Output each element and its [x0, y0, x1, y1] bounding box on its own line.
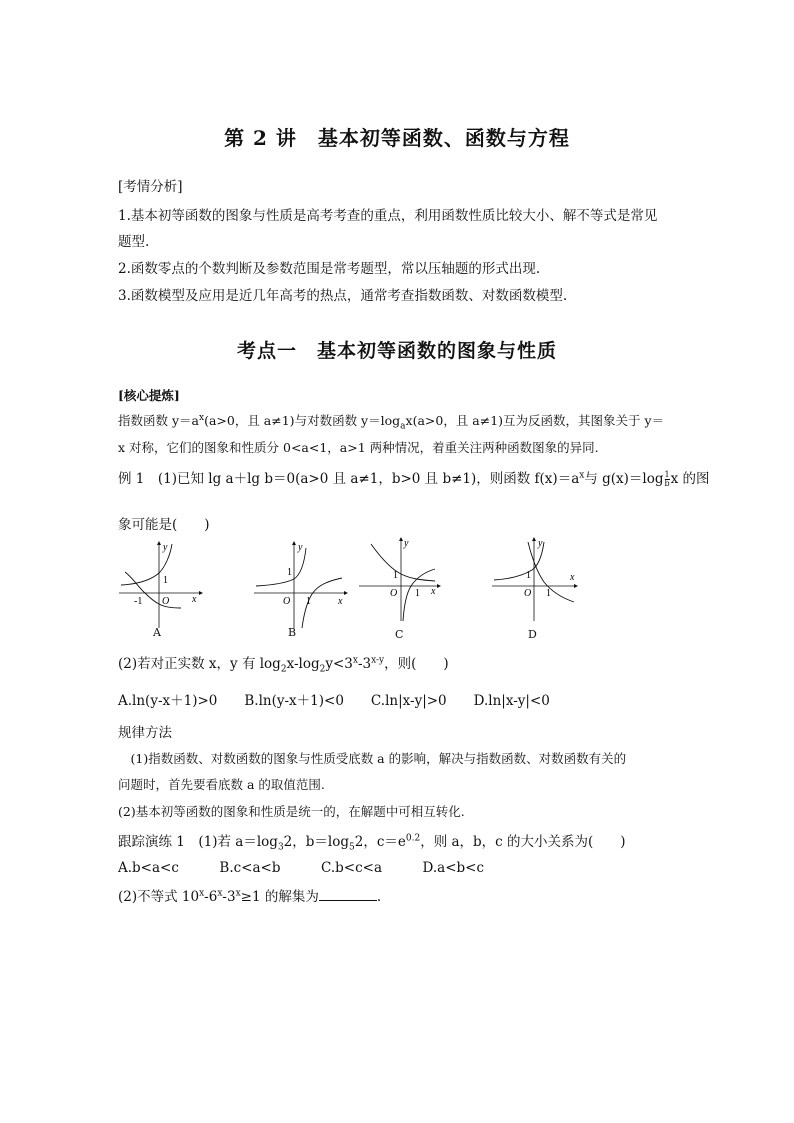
origin-label: O: [162, 596, 170, 607]
exp-curve: [256, 548, 306, 586]
x-axis-label: x: [338, 596, 343, 607]
analysis-point-1: 1.基本初等函数的图象与性质是高考考查的重点，利用函数性质比较大小、解不等式是常见: [118, 208, 658, 224]
exp-curve: [494, 542, 544, 580]
graph-a[interactable]: [117, 538, 207, 638]
method-line-3: (2)基本初等函数的图象和性质是统一的，在解题中可相互转化.: [118, 804, 465, 819]
tick-one-x: 1: [306, 596, 311, 607]
tick-one: 1: [163, 575, 168, 586]
analysis-point-2: 2.函数零点的个数判断及参数范围是常考题型，常以压轴题的形式出现.: [118, 261, 541, 277]
y-axis-label: y: [163, 542, 168, 553]
analysis-heading: [考情分析]: [118, 179, 183, 195]
method-heading: 规律方法: [118, 725, 172, 741]
tick-neg-one: -1: [134, 596, 143, 607]
analysis-point-3: 3.函数模型及应用是近几年高考的热点，通常考查指数函数、对数函数模型.: [118, 288, 568, 304]
practice-options[interactable]: A.b<a<c B.c<a<b C.b<c<a D.a<b<c: [118, 860, 485, 876]
y-axis-label: y: [298, 542, 303, 553]
origin-label: O: [283, 596, 291, 607]
log-curve: [528, 542, 574, 602]
page-title: 第 2 讲 基本初等函数、函数与方程: [224, 126, 570, 150]
core-heading: [核心提炼]: [118, 388, 180, 403]
graph-d[interactable]: [490, 536, 585, 641]
example-1-options[interactable]: A.ln(y-x＋1)>0 B.ln(y-x＋1)<0 C.ln|x-y|>0 D.ln|x-y|<0: [118, 693, 550, 709]
tick-one: 1: [526, 570, 531, 581]
origin-label: O: [390, 588, 398, 599]
graph-label-d: D: [528, 628, 537, 641]
analysis-point-1-cont: 题型.: [118, 234, 150, 250]
y-axis-label: y: [404, 538, 409, 549]
answer-blank[interactable]: [319, 888, 377, 901]
tick-one-x: 1: [415, 588, 420, 599]
origin-label: O: [524, 588, 532, 599]
graph-label-a: A: [153, 626, 161, 639]
x-axis-label: x: [192, 594, 197, 605]
method-line-2: 问题时，首先要看底数 a 的取值范围.: [118, 777, 325, 792]
exp-curve: [371, 544, 435, 581]
graph-c[interactable]: [357, 536, 447, 641]
example-1-question-2: (2)若对正实数 x，y 有 $\log_2x-\log_2y<3^x-3^{x-y}$，则( ): [118, 655, 449, 675]
core-line-1: 指数函数 $y=a^x(a>0$，且 a≠1)与对数函数 $y=\log_ax(a>0$，且 a≠1)互为反函数，其图象关于 y＝: [118, 412, 665, 432]
practice-line-2: (2)不等式 $10^x-6^x-3^x\ge 1$ 的解集为 .: [118, 888, 382, 905]
practice-line-1: 跟踪演练 1 (1)若 $a=\log_32$，$b=\log_52$，$c=e^{0.2}$，则 a，b，c 的大小关系为( ): [118, 833, 626, 853]
method-line-1: (1)指数函数、对数函数的图象与性质受底数 a 的影响，解决与指数函数、对数函数有关的: [118, 751, 627, 766]
tick-one-x: 1: [546, 588, 551, 599]
tick-one: 1: [393, 570, 398, 581]
y-axis-label: y: [538, 538, 543, 549]
graph-label-b: B: [288, 626, 297, 639]
x-axis-label: x: [570, 572, 575, 583]
example-1-line-1: 例 1 (1)已知 lg a＋lg b＝0(a>0 且 a≠1，b>0 且 b≠1)，则函数 $f(x)=a^x$与 g(x)＝log $\frac{1}{b}x$ 的图: [118, 470, 710, 488]
x-axis-label: x: [431, 586, 436, 597]
tick-one: 1: [287, 567, 292, 578]
example-1-line-2: 象可能是( ): [118, 517, 210, 533]
graph-label-c: C: [395, 628, 404, 641]
core-line-2: x 对称，它们的图象和性质分 0<a<1，a>1 两种情况，着重关注两种函数图象的异同.: [118, 440, 599, 455]
section-title: 考点一 基本初等函数的图象与性质: [236, 340, 557, 362]
graph-b[interactable]: [252, 538, 352, 638]
